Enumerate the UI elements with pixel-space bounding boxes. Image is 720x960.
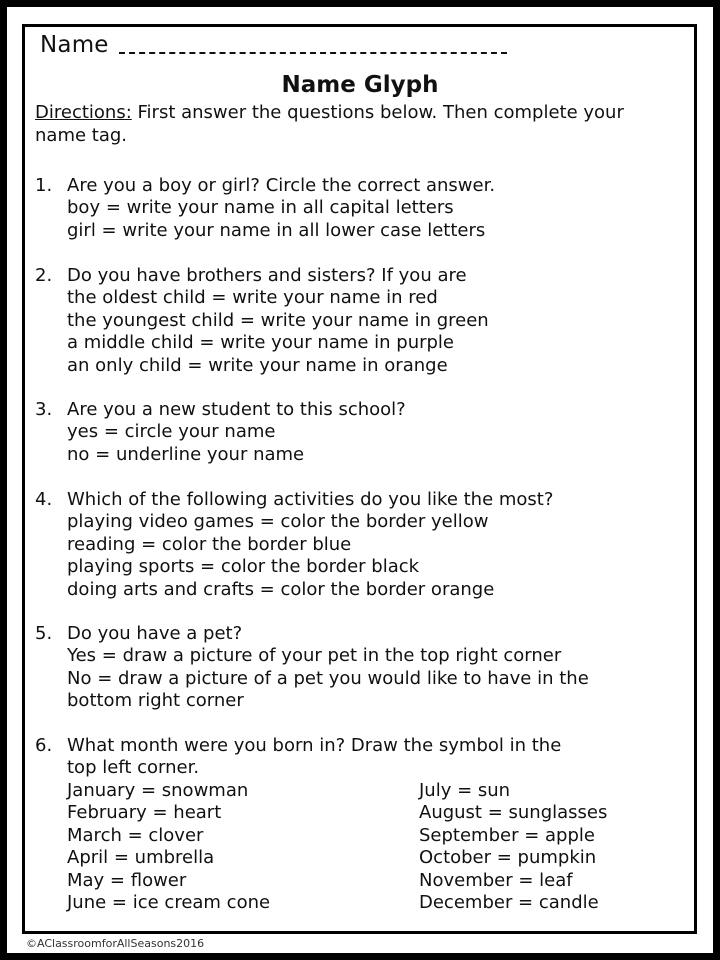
question-line: a middle child = write your name in purple: [67, 332, 454, 354]
question-1: [35, 175, 675, 242]
month-item: July = sun: [419, 780, 511, 801]
month-item: November = leaf: [419, 869, 573, 891]
month-item: February = heart: [67, 802, 222, 824]
months-column-left: [67, 780, 270, 914]
question-line: bottom right corner: [67, 690, 244, 712]
name-label: Name: [40, 32, 109, 58]
question-line: Are you a new student to this school?: [67, 399, 406, 420]
copyright-notice: ©AClassroomforAllSeasons2016: [26, 937, 205, 950]
directions: [35, 101, 665, 147]
question-line: Which of the following activities do you like the most?: [67, 489, 554, 510]
month-item: March = clover: [67, 824, 204, 846]
directions-text: First answer the questions below. Then complete your name tag.: [35, 102, 624, 146]
question-5: [35, 623, 675, 713]
question-line: Yes = draw a picture of your pet in the top right corner: [67, 645, 562, 667]
question-line: What month were you born in? Draw the symbol in the: [67, 735, 562, 756]
question-2: [35, 265, 675, 377]
month-item: August = sunglasses: [419, 802, 608, 824]
month-item: January = snowman: [67, 780, 249, 801]
question-line: an only child = write your name in orange: [67, 354, 448, 376]
question-number: 1.: [35, 175, 53, 196]
name-field[interactable]: [40, 32, 507, 58]
directions-lead: Directions:: [35, 102, 132, 123]
question-line: Do you have a pet?: [67, 623, 243, 644]
month-item: October = pumpkin: [419, 847, 597, 869]
page-title: Name Glyph: [281, 72, 439, 98]
question-number: 3.: [35, 399, 53, 420]
question-line: yes = circle your name: [67, 421, 276, 443]
question-line: playing sports = color the border black: [67, 556, 420, 578]
question-6: [35, 735, 675, 780]
question-number: 4.: [35, 489, 53, 510]
question-line: girl = write your name in all lower case letters: [67, 219, 486, 241]
months-column-right: [419, 780, 607, 914]
question-line: Are you a boy or girl? Circle the correct answer.: [67, 175, 496, 196]
question-line: doing arts and crafts = color the border orange: [67, 578, 495, 600]
month-item: May = flower: [67, 869, 187, 891]
question-number: 2.: [35, 265, 53, 286]
question-line: reading = color the border blue: [67, 533, 352, 555]
question-line: the youngest child = write your name in green: [67, 309, 489, 331]
month-item: April = umbrella: [67, 847, 215, 869]
question-line: Do you have brothers and sisters? If you are: [67, 265, 467, 286]
question-line: no = underline your name: [67, 443, 305, 465]
question-line: playing video games = color the border yellow: [67, 511, 489, 533]
question-line: top left corner.: [67, 757, 200, 779]
question-line: No = draw a picture of a pet you would like to have in the: [67, 667, 589, 689]
question-number: 6.: [35, 735, 53, 756]
question-number: 5.: [35, 623, 53, 644]
question-4: [35, 489, 675, 601]
month-item: December = candle: [419, 892, 599, 914]
month-item: September = apple: [419, 824, 595, 846]
month-item: June = ice cream cone: [67, 892, 271, 914]
name-blank-line[interactable]: [119, 34, 507, 54]
question-3: [35, 399, 675, 466]
question-line: boy = write your name in all capital letters: [67, 197, 454, 219]
question-line: the oldest child = write your name in red: [67, 287, 438, 309]
